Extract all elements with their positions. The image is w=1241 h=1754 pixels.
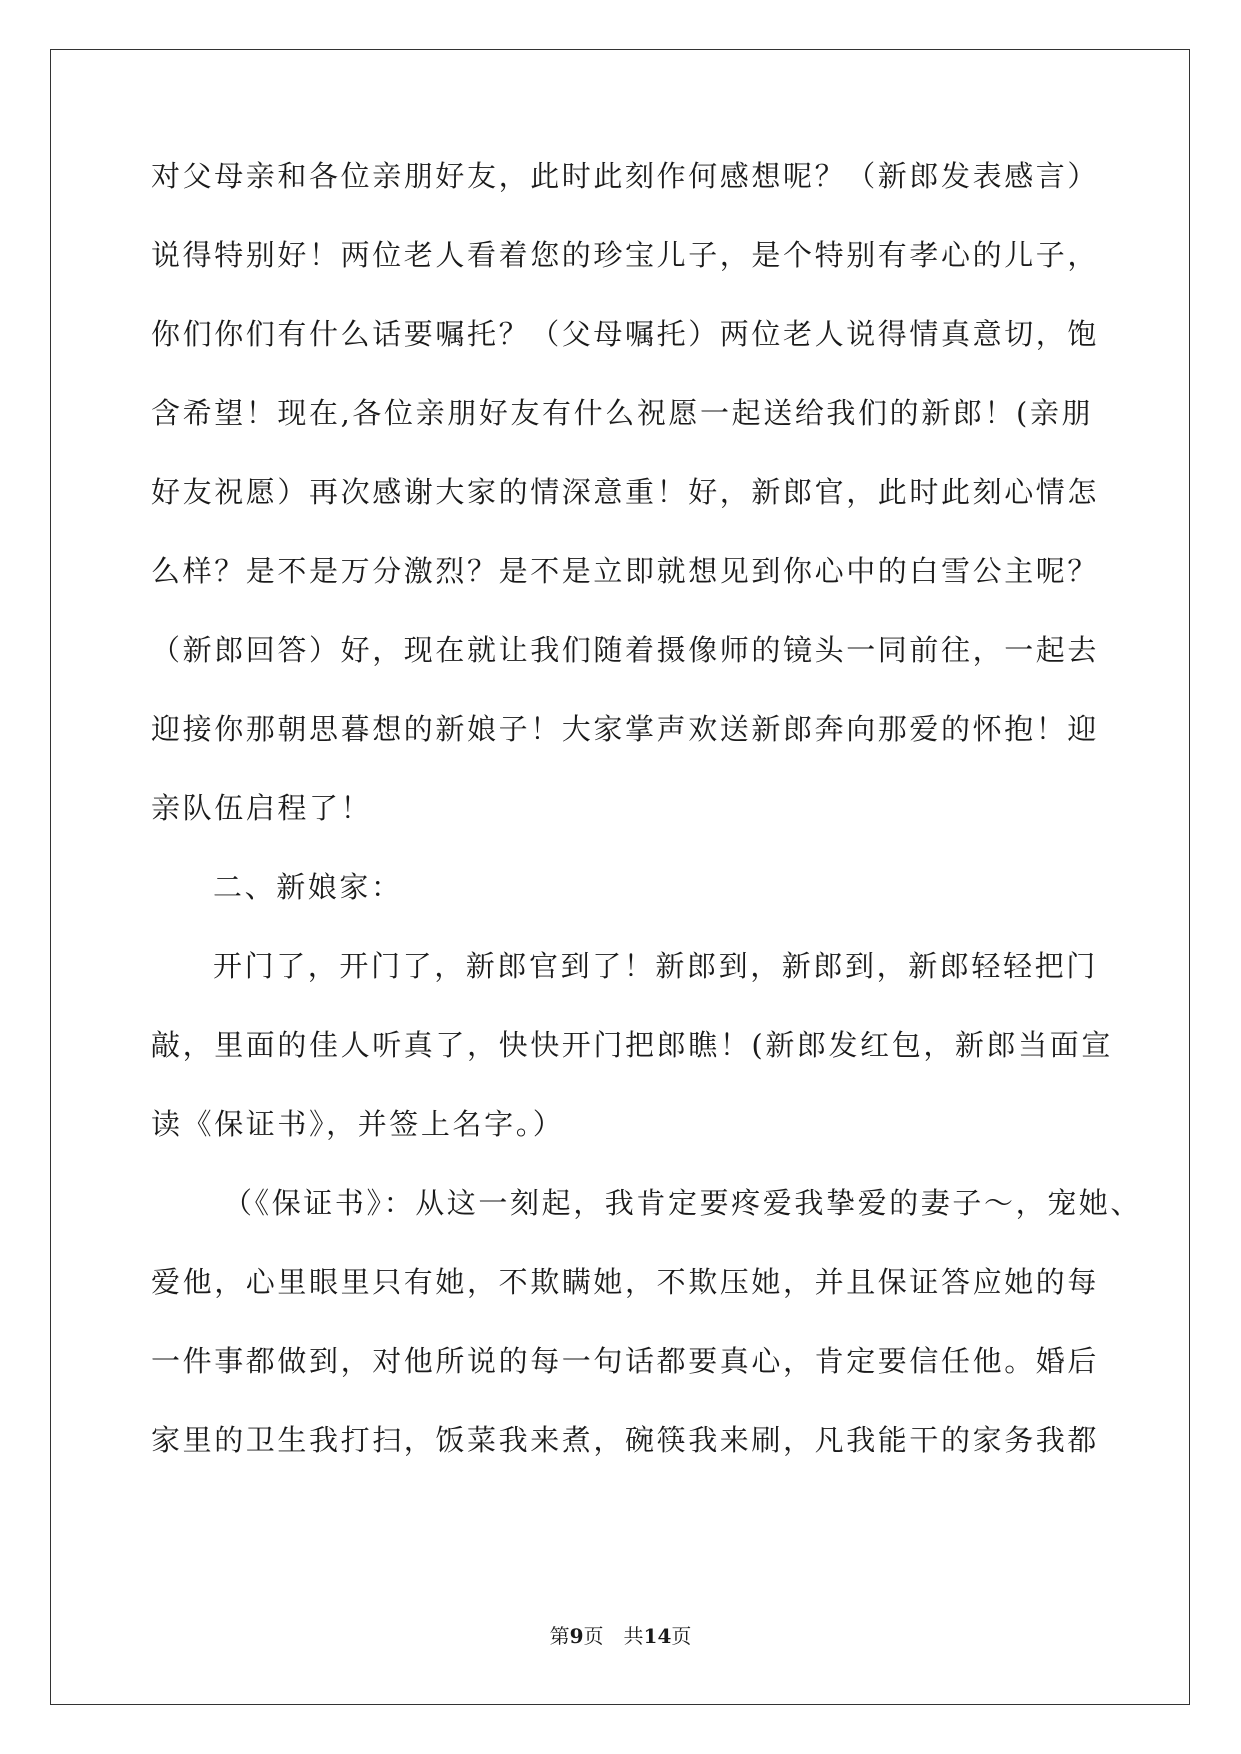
paragraph-line: 你们你们有什么话要嘱托？（父母嘱托）两位老人说得情真意切，饱 — [151, 317, 1100, 351]
paragraph-line: 么样？是不是万分激烈？是不是立即就想见到你心中的白雪公主呢？ — [151, 554, 1100, 588]
total-pages: 14 — [643, 1624, 672, 1648]
paragraph-line: 家里的卫生我打扫，饭菜我来煮，碗筷我来刷，凡我能干的家务我都 — [151, 1423, 1100, 1457]
paragraph-line: 亲队伍启程了！ — [151, 791, 373, 825]
paragraph-line: 敲，里面的佳人听真了，快快开门把郎瞧！(新郎发红包，新郎当面宣 — [151, 1028, 1113, 1062]
total-prefix: 共 — [623, 1624, 644, 1648]
section-heading: 二、新娘家： — [213, 870, 403, 904]
paragraph-line: 好友祝愿）再次感谢大家的情深意重！好，新郎官，此时此刻心情怎 — [151, 475, 1100, 509]
paragraph-line: 开门了，开门了，新郎官到了！新郎到，新郎到，新郎轻轻把门 — [213, 949, 1098, 983]
page-number: 9 — [569, 1624, 584, 1648]
paragraph-line: （《保证书》：从这一刻起，我肯定要疼爱我挚爱的妻子～，宠她、 — [223, 1186, 1143, 1220]
document-body — [151, 158, 1143, 1501]
paragraph-line: 说得特别好！两位老人看着您的珍宝儿子，是个特别有孝心的儿子， — [151, 238, 1100, 272]
paragraph-line: 迎接你那朝思暮想的新娘子！大家掌声欢送新郎奔向那爱的怀抱！迎 — [151, 712, 1100, 746]
page-suffix: 页 — [583, 1624, 604, 1648]
paragraph-line: 对父母亲和各位亲朋好友，此时此刻作何感想呢？（新郎发表感言） — [151, 159, 1100, 193]
page-footer — [0, 1620, 1241, 1649]
paragraph-line: 爱他，心里眼里只有她，不欺瞒她，不欺压她，并且保证答应她的每 — [151, 1265, 1100, 1299]
paragraph-line: 含希望！现在,各位亲朋好友有什么祝愿一起送给我们的新郎！(亲朋 — [151, 396, 1094, 430]
paragraph-line: 一件事都做到，对他所说的每一句话都要真心，肯定要信任他。婚后 — [151, 1344, 1100, 1378]
paragraph-line: （新郎回答）好，现在就让我们随着摄像师的镜头一同前往，一起去 — [151, 633, 1100, 667]
paragraph-line: 读《保证书》，并签上名字。） — [151, 1107, 565, 1141]
page-prefix: 第 — [549, 1624, 570, 1648]
total-suffix: 页 — [671, 1624, 692, 1648]
